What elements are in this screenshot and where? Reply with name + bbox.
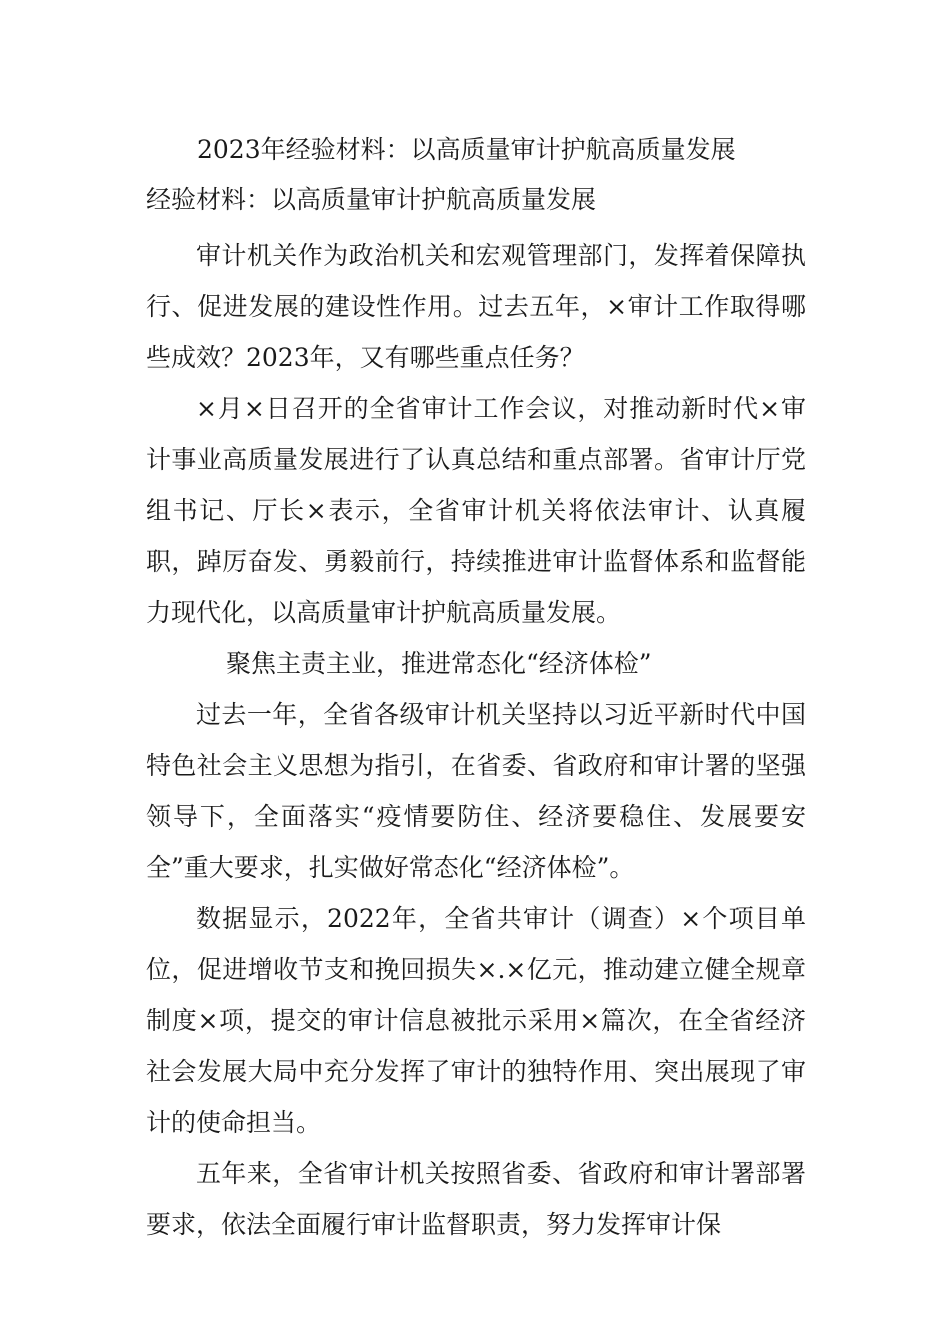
paragraph-intro: 审计机关作为政治机关和宏观管理部门，发挥着保障执行、促进发展的建设性作用。过去五年，×审计工作取得哪些成效？2023年，又有哪些重点任务？ — [146, 241, 806, 372]
document-title: 2023年经验材料：以高质量审计护航高质量发展 — [197, 135, 736, 164]
paragraph-past-year: 过去一年，全省各级审计机关坚持以习近平新时代中国特色社会主义思想为指引，在省委、省政府和审计署的坚强领导下，全面落实“疫情要防住、经济要稳住、发展要安全”重大要求，扎实做好常态化“经济体检”。 — [146, 700, 806, 882]
paragraph-conference: ×月×日召开的全省审计工作会议，对推动新时代×审计事业高质量发展进行了认真总结和重点部署。省审计厅党组书记、厅长×表示，全省审计机关将依法审计、认真履职，踔厉奋发、勇毅前行，持续推进审计监督体系和监督能力现代化，以高质量审计护航高质量发展。 — [146, 394, 806, 627]
document-body — [146, 230, 806, 1250]
paragraph-five-years: 五年来，全省审计机关按照省委、省政府和审计署部署要求，依法全面履行审计监督职责，努力发挥审计保 — [146, 1159, 806, 1239]
section-heading: 聚焦主责主业，推进常态化“经济体检” — [226, 649, 652, 678]
paragraph-statistics: 数据显示，2022年，全省共审计（调查）×个项目单位，促进增收节支和挽回损失×.×亿元，推动建立健全规章制度×项，提交的审计信息被批示采用×篇次，在全省经济社会发展大局中充分发挥了审计的独特作用、突出展现了审计的使命担当。 — [146, 904, 806, 1137]
document-subtitle: 经验材料：以高质量审计护航高质量发展 — [146, 185, 597, 214]
